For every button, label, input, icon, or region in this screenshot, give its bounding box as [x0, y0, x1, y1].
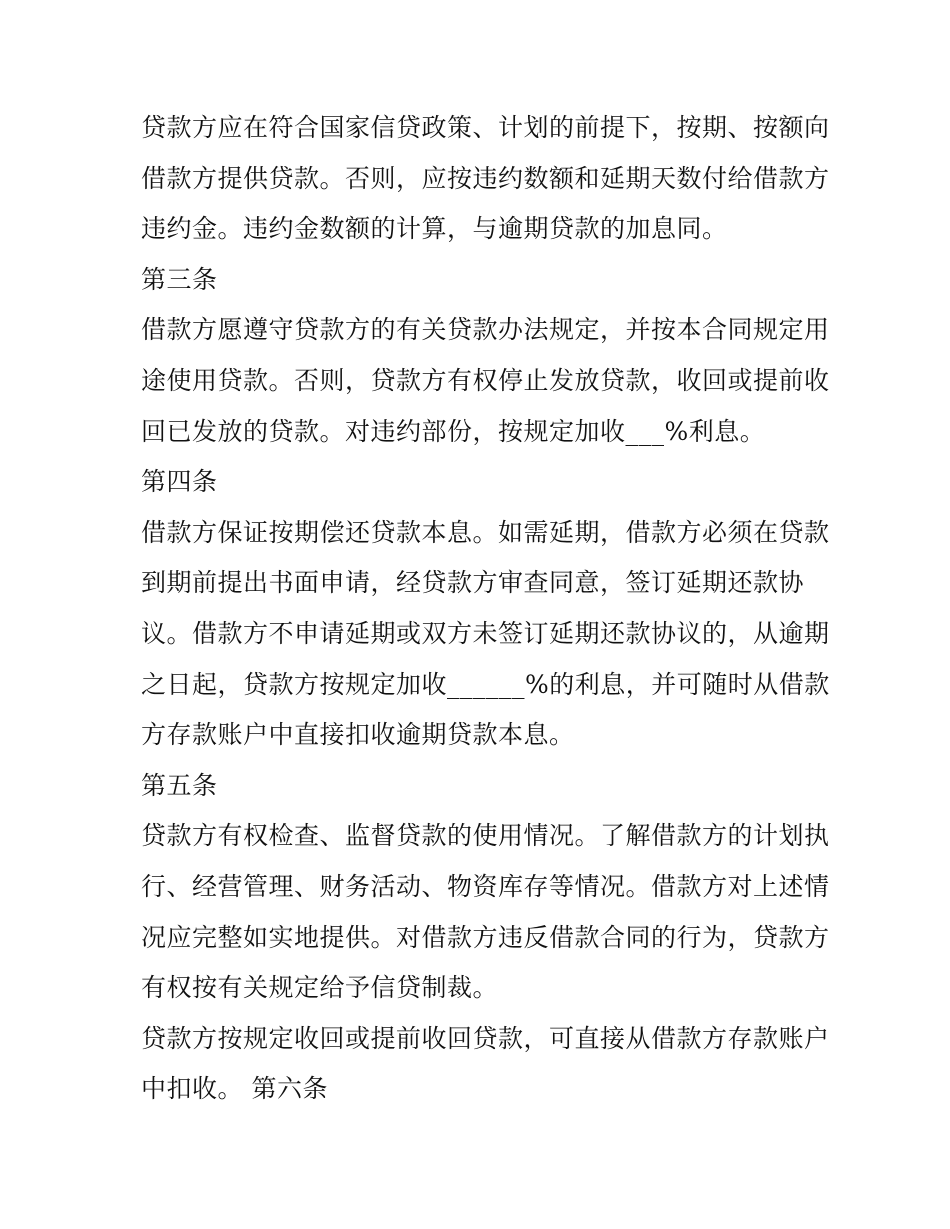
- text-line: 方存款账户中直接扣收逾期贷款本息。: [141, 720, 575, 750]
- text-line: 借款方保证按期偿还贷款本息。如需延期，借款方必须在贷款: [141, 517, 830, 547]
- article-heading-4: 第四条: [141, 467, 218, 497]
- text-line: 贷款方按规定收回或提前收回贷款，可直接从借款方存款账户: [141, 1023, 830, 1053]
- text-line: 到期前提出书面申请，经贷款方审查同意，签订延期还款协: [141, 568, 805, 598]
- text-line: 行、经营管理、财务活动、物资库存等情况。借款方对上述情: [141, 871, 830, 901]
- text-line: 借款方提供贷款。否则，应按违约数额和延期天数付给借款方: [141, 163, 830, 193]
- text-line: 途使用贷款。否则，贷款方有权停止发放贷款，收回或提前收: [141, 365, 830, 395]
- text-line: 有权按有关规定给予信贷制裁。: [141, 973, 499, 1003]
- text-line: 之日起，贷款方按规定加收______%的利息，并可随时从借款: [141, 669, 830, 699]
- text-line: 贷款方应在符合国家信贷政策、计划的前提下，按期、按额向: [141, 113, 830, 142]
- text-line: 贷款方有权检查、监督贷款的使用情况。了解借款方的计划执: [141, 821, 830, 851]
- document-body: [141, 103, 830, 1115]
- text-line: 回已发放的贷款。对违约部份，按规定加收___%利息。: [141, 416, 766, 446]
- text-line: 违约金。违约金数额的计算，与逾期贷款的加息同。: [141, 214, 728, 244]
- text-line: 议。借款方不申请延期或双方未签订延期还款协议的，从逾期: [141, 618, 830, 648]
- article-heading-3: 第三条: [141, 264, 218, 294]
- text-line: 借款方愿遵守贷款方的有关贷款办法规定，并按本合同规定用: [141, 315, 830, 345]
- text-line: 中扣收。 第六条: [141, 1074, 328, 1104]
- article-heading-5: 第五条: [141, 770, 218, 800]
- text-line: 况应完整如实地提供。对借款方违反借款合同的行为，贷款方: [141, 922, 830, 952]
